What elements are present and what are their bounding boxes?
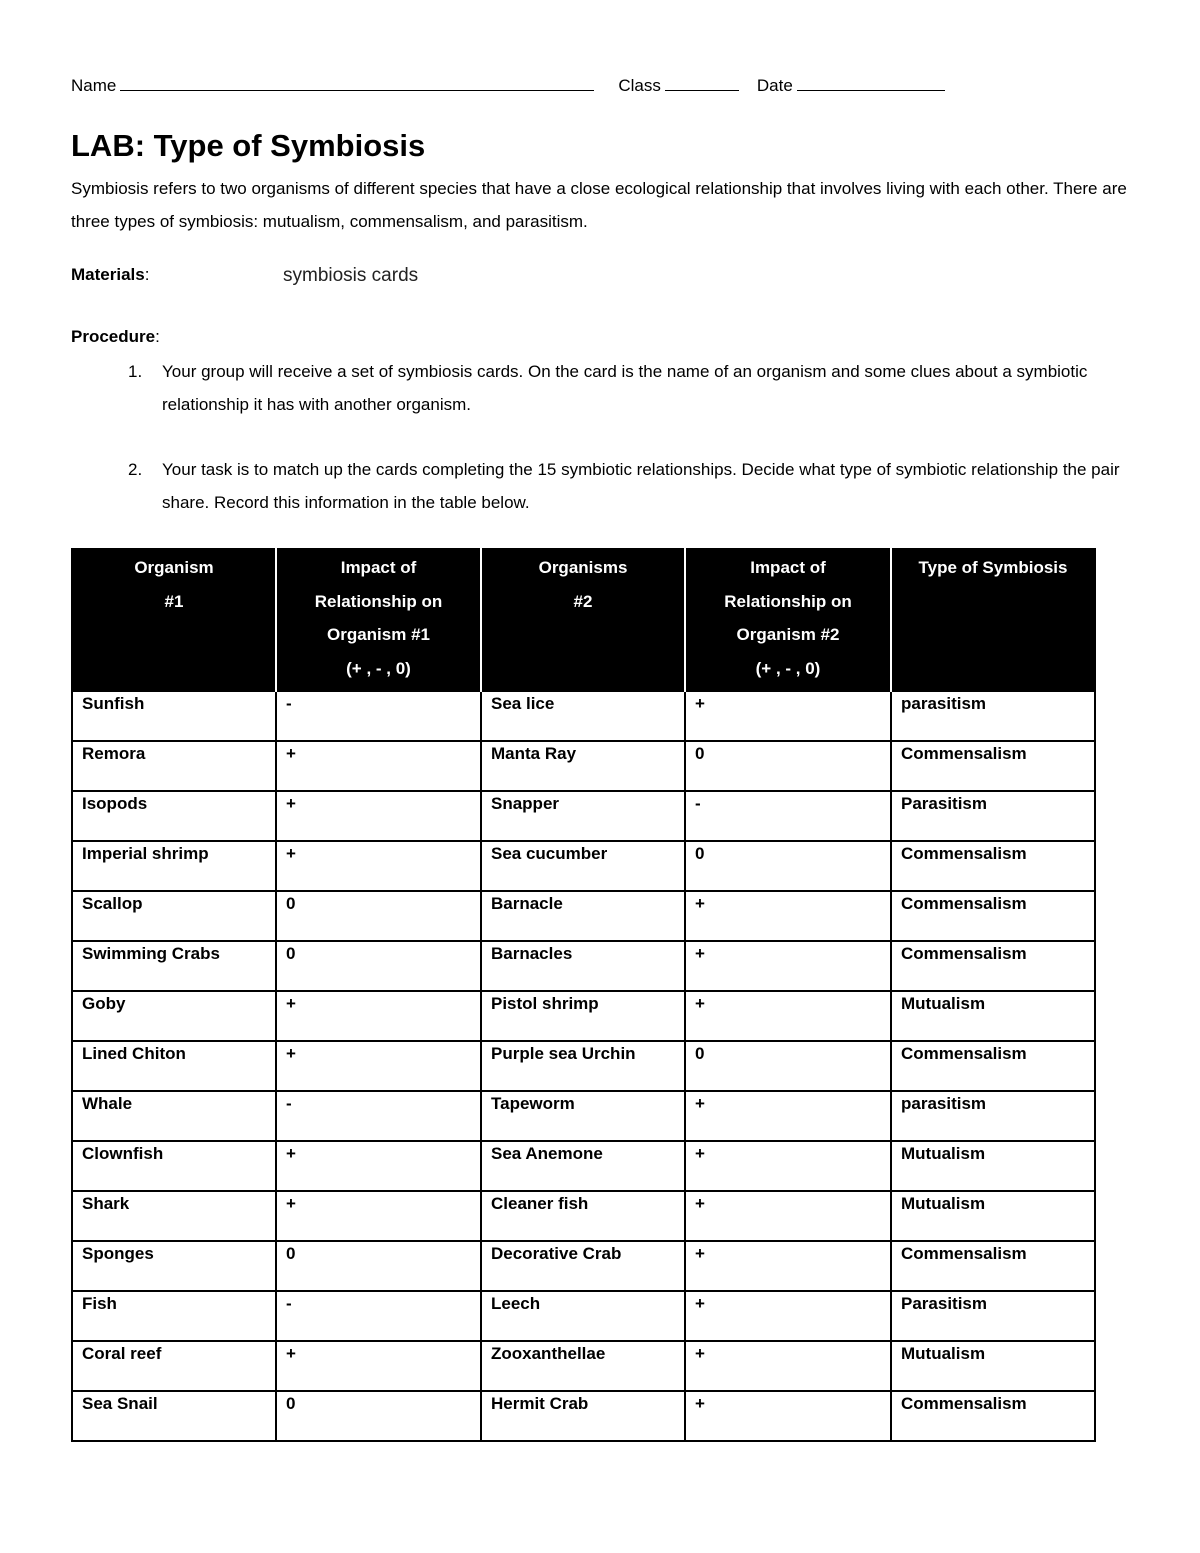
- header-line: Impact of: [340, 558, 417, 577]
- impact-1-cell: -: [276, 1091, 481, 1141]
- organism-2-cell: Pistol shrimp: [481, 991, 685, 1041]
- impact-1-cell: 0: [276, 891, 481, 941]
- impact-2-cell: -: [685, 791, 891, 841]
- table-row: [72, 1091, 1095, 1141]
- table-row: [72, 1291, 1095, 1341]
- table-row: [72, 1241, 1095, 1291]
- date-blank[interactable]: [797, 74, 945, 91]
- table-row: [72, 1191, 1095, 1241]
- organism-1-cell: Clownfish: [72, 1141, 276, 1191]
- impact-2-cell: 0: [685, 1041, 891, 1091]
- date-label: Date: [756, 76, 793, 95]
- intro-paragraph: Symbiosis refers to two organisms of different species that have a close ecological relationship that involves living with each other. There are three types of symbiosis: mutualism, commensalism, and parasitism.: [71, 179, 1127, 231]
- organism-2-cell: Tapeworm: [481, 1091, 685, 1141]
- symbiosis-type-cell: Commensalism: [891, 891, 1095, 941]
- impact-2-cell: 0: [685, 741, 891, 791]
- organism-1-cell: Whale: [72, 1091, 276, 1141]
- organism-1-cell: Shark: [72, 1191, 276, 1241]
- symbiosis-type-cell: Commensalism: [891, 941, 1095, 991]
- organism-1-cell: Lined Chiton: [72, 1041, 276, 1091]
- impact-2-cell: +: [685, 1291, 891, 1341]
- impact-1-cell: +: [276, 1341, 481, 1391]
- class-label: Class: [618, 76, 661, 95]
- impact-2-cell: 0: [685, 841, 891, 891]
- symbiosis-type-cell: Commensalism: [891, 1241, 1095, 1291]
- symbiosis-type-cell: Commensalism: [891, 1041, 1095, 1091]
- organism-2-cell: Snapper: [481, 791, 685, 841]
- organism-2-cell: Cleaner fish: [481, 1191, 685, 1241]
- organism-2-cell: Manta Ray: [481, 741, 685, 791]
- organism-1-cell: Sea Snail: [72, 1391, 276, 1441]
- header-line: Organisms: [538, 558, 628, 577]
- header-impact-1: [276, 549, 481, 691]
- symbiosis-type-cell: Parasitism: [891, 791, 1095, 841]
- header-line: Organism #2: [736, 625, 840, 644]
- header-line: Organism: [134, 558, 214, 577]
- impact-2-cell: +: [685, 691, 891, 741]
- procedure-step: [128, 453, 1138, 519]
- table-row: [72, 1341, 1095, 1391]
- symbiosis-type-cell: parasitism: [891, 1091, 1095, 1141]
- impact-2-cell: +: [685, 941, 891, 991]
- organism-2-cell: Barnacles: [481, 941, 685, 991]
- table-header-row: [72, 549, 1095, 691]
- symbiosis-type-cell: Mutualism: [891, 991, 1095, 1041]
- impact-1-cell: +: [276, 791, 481, 841]
- symbiosis-type-cell: Commensalism: [891, 841, 1095, 891]
- organism-2-cell: Hermit Crab: [481, 1391, 685, 1441]
- organism-1-cell: Coral reef: [72, 1341, 276, 1391]
- organism-2-cell: Decorative Crab: [481, 1241, 685, 1291]
- organism-2-cell: Zooxanthellae: [481, 1341, 685, 1391]
- step-text: Your group will receive a set of symbiosis cards. On the card is the name of an organism and some clues about a symbiotic relationship it has with another organism.: [162, 362, 1088, 414]
- organism-2-cell: Sea cucumber: [481, 841, 685, 891]
- impact-2-cell: +: [685, 1141, 891, 1191]
- impact-1-cell: -: [276, 691, 481, 741]
- impact-2-cell: +: [685, 1341, 891, 1391]
- table-row: [72, 741, 1095, 791]
- impact-2-cell: +: [685, 1391, 891, 1441]
- table-row: [72, 791, 1095, 841]
- impact-2-cell: +: [685, 1191, 891, 1241]
- table-row: [72, 891, 1095, 941]
- header-symbiosis-type: [891, 549, 1095, 691]
- impact-1-cell: 0: [276, 1241, 481, 1291]
- materials-value: symbiosis cards: [283, 265, 419, 286]
- organism-1-cell: Sponges: [72, 1241, 276, 1291]
- header-organism-1: [72, 549, 276, 691]
- impact-1-cell: +: [276, 1041, 481, 1091]
- organism-1-cell: Goby: [72, 991, 276, 1041]
- header-line: #1: [164, 591, 184, 611]
- organism-1-cell: Imperial shrimp: [72, 841, 276, 891]
- table-row: [72, 691, 1095, 741]
- symbiosis-type-cell: Mutualism: [891, 1141, 1095, 1191]
- header-line: Relationship on: [314, 591, 443, 611]
- table-row: [72, 841, 1095, 891]
- header-line: (+ , - , 0): [346, 658, 411, 678]
- header-line: #2: [573, 591, 593, 611]
- impact-1-cell: -: [276, 1291, 481, 1341]
- table-row: [72, 1141, 1095, 1191]
- table-row: [72, 1391, 1095, 1441]
- header-organism-2: [481, 549, 685, 691]
- symbiosis-table: [71, 548, 1096, 1442]
- class-blank[interactable]: [665, 74, 739, 91]
- procedure-step: [128, 355, 1138, 421]
- header-impact-2: [685, 549, 891, 691]
- impact-2-cell: +: [685, 891, 891, 941]
- header-line: Organism #1: [327, 625, 430, 644]
- procedure-heading: Procedure:: [71, 327, 160, 346]
- organism-2-cell: Sea lice: [481, 691, 685, 741]
- lab-title: LAB: Type of Symbiosis: [71, 128, 426, 163]
- organism-1-cell: Swimming Crabs: [72, 941, 276, 991]
- organism-2-cell: Sea Anemone: [481, 1141, 685, 1191]
- organism-1-cell: Scallop: [72, 891, 276, 941]
- table-row: [72, 941, 1095, 991]
- step-number: 2.: [128, 460, 143, 479]
- organism-1-cell: Fish: [72, 1291, 276, 1341]
- table-body: [72, 691, 1095, 1441]
- symbiosis-type-cell: parasitism: [891, 691, 1095, 741]
- symbiosis-type-cell: Mutualism: [891, 1341, 1095, 1391]
- header-line: Relationship on: [724, 591, 852, 611]
- header-line: (+ , - , 0): [755, 658, 821, 678]
- step-text: Your task is to match up the cards completing the 15 symbiotic relationships. Decide what type of symbiotic relationship the pair share. Record this information in the table below.: [162, 460, 1120, 512]
- name-label: Name: [71, 76, 117, 95]
- table-row: [72, 991, 1095, 1041]
- impact-1-cell: +: [276, 991, 481, 1041]
- organism-1-cell: Sunfish: [72, 691, 276, 741]
- organism-2-cell: Barnacle: [481, 891, 685, 941]
- impact-1-cell: +: [276, 741, 481, 791]
- impact-2-cell: +: [685, 991, 891, 1041]
- table-row: [72, 1041, 1095, 1091]
- impact-1-cell: +: [276, 1141, 481, 1191]
- organism-2-cell: Purple sea Urchin: [481, 1041, 685, 1091]
- symbiosis-type-cell: Commensalism: [891, 1391, 1095, 1441]
- materials-label: Materials: [71, 265, 145, 284]
- impact-1-cell: 0: [276, 941, 481, 991]
- impact-1-cell: 0: [276, 1391, 481, 1441]
- symbiosis-type-cell: Mutualism: [891, 1191, 1095, 1241]
- name-blank[interactable]: [120, 74, 594, 91]
- symbiosis-type-cell: Commensalism: [891, 741, 1095, 791]
- procedure-label: Procedure: [71, 327, 156, 346]
- impact-1-cell: +: [276, 841, 481, 891]
- header-line: Impact of: [750, 558, 826, 577]
- student-info-line: [71, 74, 945, 96]
- organism-1-cell: Isopods: [72, 791, 276, 841]
- impact-2-cell: +: [685, 1091, 891, 1141]
- step-number: 1.: [128, 362, 143, 381]
- impact-2-cell: +: [685, 1241, 891, 1291]
- impact-1-cell: +: [276, 1191, 481, 1241]
- materials-section: Materials: symbiosis cards: [71, 265, 419, 286]
- symbiosis-type-cell: Parasitism: [891, 1291, 1095, 1341]
- header-line: Type of Symbiosis: [918, 558, 1068, 577]
- organism-1-cell: Remora: [72, 741, 276, 791]
- organism-2-cell: Leech: [481, 1291, 685, 1341]
